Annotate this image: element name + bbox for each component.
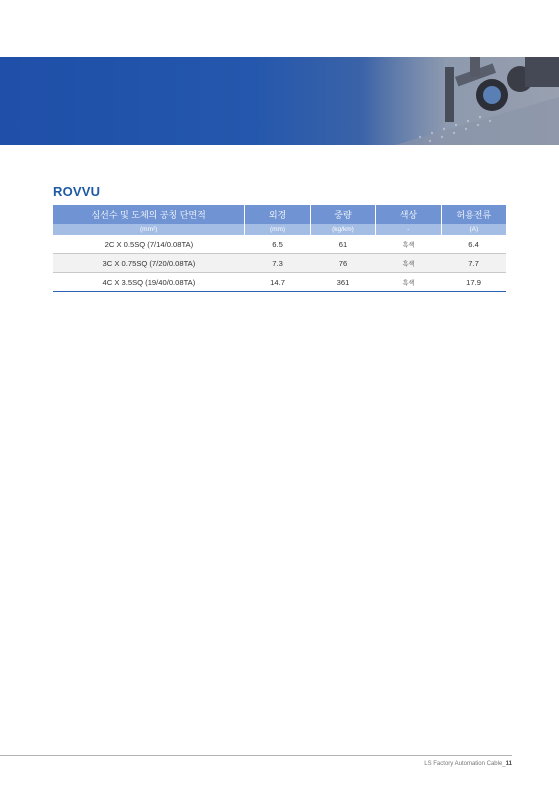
cell-allowable-current: 7.7: [441, 254, 506, 273]
cell-cross-section: 3C X 0.75SQ (7/20/0.08TA): [53, 254, 245, 273]
unit-outer-diameter: (mm): [245, 224, 310, 235]
cell-weight: 76: [310, 254, 375, 273]
robot-arm-photo: [0, 57, 559, 145]
page-number: 11: [505, 761, 512, 767]
header-outer-diameter: 외경: [245, 205, 310, 224]
header-cross-section: 심선수 및 도체의 공칭 단면적: [53, 205, 245, 224]
cell-color: 흑색: [376, 254, 441, 273]
footer-label: LS Factory Automation Cable_: [424, 761, 506, 767]
unit-allowable-current: (A): [441, 224, 506, 235]
cell-outer-diameter: 7.3: [245, 254, 310, 273]
cell-weight: 361: [310, 273, 375, 292]
section-title: ROVVU: [53, 184, 101, 199]
table-row: [53, 235, 506, 254]
table-row: [53, 254, 506, 273]
cell-cross-section: 4C X 3.5SQ (19/40/0.08TA): [53, 273, 245, 292]
cell-outer-diameter: 14.7: [245, 273, 310, 292]
unit-cross-section: (mm²): [53, 224, 245, 235]
cell-cross-section: 2C X 0.5SQ (7/14/0.08TA): [53, 235, 245, 254]
table-row: [53, 273, 506, 292]
footer-divider: [0, 755, 512, 756]
header-banner-image: [0, 57, 559, 145]
header-weight: 중량: [310, 205, 375, 224]
cell-allowable-current: 6.4: [441, 235, 506, 254]
page-footer: [424, 761, 512, 767]
header-color: 색상: [376, 205, 441, 224]
unit-color: -: [376, 224, 441, 235]
unit-weight: (kg/km): [310, 224, 375, 235]
spec-table: [53, 205, 506, 292]
cell-color: 흑색: [376, 235, 441, 254]
units-row: [53, 224, 506, 235]
cell-weight: 61: [310, 235, 375, 254]
header-row: [53, 205, 506, 224]
cell-color: 흑색: [376, 273, 441, 292]
header-allowable-current: 허용전류: [441, 205, 506, 224]
cell-outer-diameter: 6.5: [245, 235, 310, 254]
cell-allowable-current: 17.9: [441, 273, 506, 292]
